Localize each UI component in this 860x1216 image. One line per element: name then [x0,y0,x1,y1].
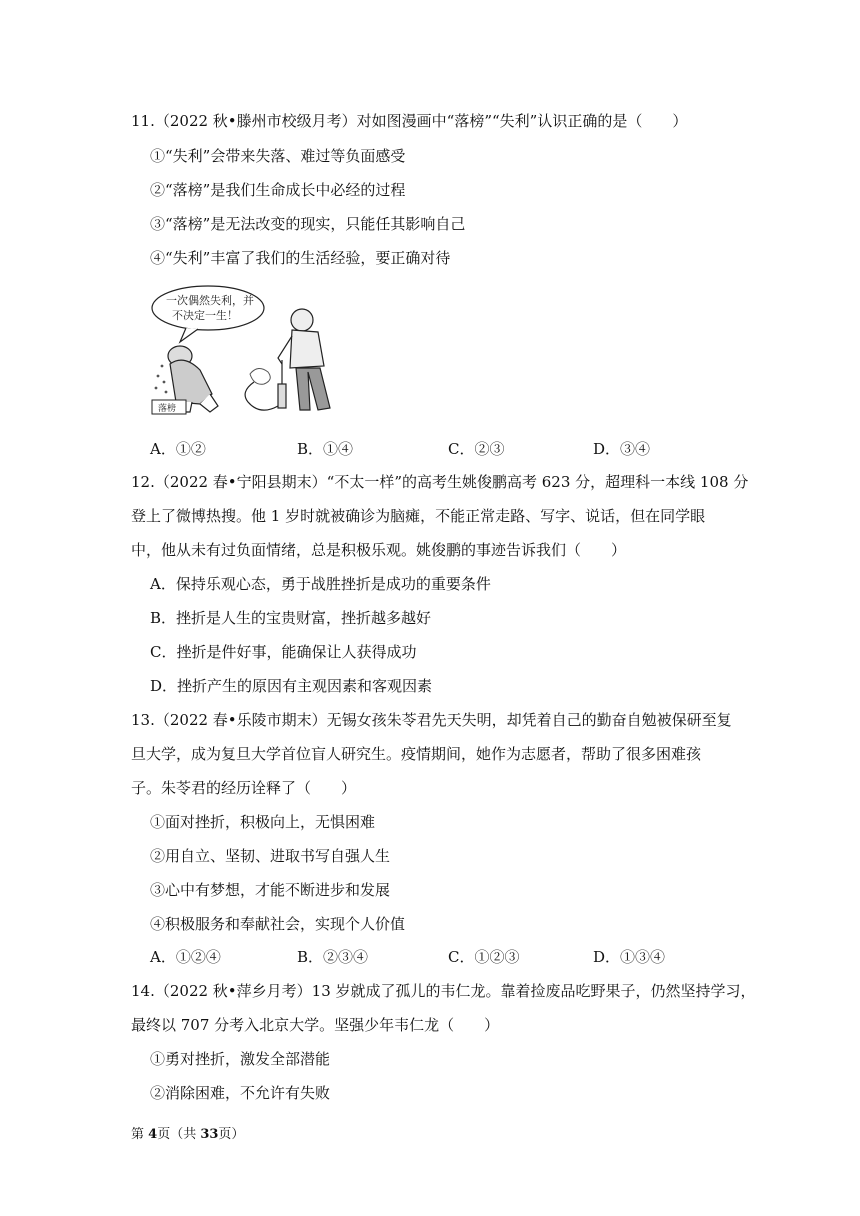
q12-stem-line-2: 登上了微博热搜。他 1 岁时就被确诊为脑瘫，不能正常走路、写字、说话，但在同学眼 [131,507,706,525]
footer-total-pages: 33 [200,1127,219,1142]
q11-stem: 11.（2022 秋•滕州市校级月考）对如图漫画中“落榜”“失利”认识正确的是（ ） [131,112,688,130]
q13-option-3: ③心中有梦想，才能不断进步和发展 [150,881,391,899]
page-footer [131,1126,244,1144]
q14-option-1: ①勇对挫折，激发全部潜能 [150,1050,331,1068]
q13-choices [150,947,750,967]
q12-choice-d[interactable]: D．挫折产生的原因有主观因素和客观因素 [150,677,433,695]
q13-option-1: ①面对挫折，积极向上，无惧困难 [150,813,376,831]
q11-choice-b[interactable]: B．①④ [297,440,354,458]
q11-choice-d[interactable]: D．③④ [593,440,651,458]
footer-prefix: 第 [131,1127,149,1142]
cartoon-speech-line-2: 不决定一生！ [172,309,238,322]
q13-stem-line-2: 旦大学，成为复旦大学首位盲人研究生。疫情期间，她作为志愿者，帮助了很多困难孩 [131,745,702,763]
q12-choice-b[interactable]: B．挫折是人生的宝贵财富，挫折越多越好 [150,609,432,627]
cartoon-sign-text: 落榜 [158,404,177,414]
q13-choice-d[interactable]: D．①③④ [593,948,666,966]
q13-stem-line-1: 13.（2022 春•乐陵市期末）无锡女孩朱苓君先天失明，却凭着自己的勤奋自勉被保研至复 [131,711,732,729]
q11-choices [150,439,750,459]
q13-choice-a[interactable]: A．①②④ [150,948,221,966]
q11-choice-a[interactable]: A．①② [150,440,206,458]
footer-suffix: 页） [218,1127,245,1142]
q12-choice-a[interactable]: A．保持乐观心态，勇于战胜挫折是成功的重要条件 [150,575,491,593]
q13-option-4: ④积极服务和奉献社会，实现个人价值 [150,915,406,933]
q11-option-2: ②“落榜”是我们生命成长中必经的过程 [150,181,406,199]
q13-stem-line-3: 子。朱苓君的经历诠释了（ ） [131,779,357,797]
q13-choice-b[interactable]: B．②③④ [297,948,369,966]
q11-option-3: ③“落榜”是无法改变的现实，只能任其影响自己 [150,215,466,233]
footer-page-number: 4 [148,1127,158,1142]
q12-stem-line-3: 中，他从未有过负面情绪，总是积极乐观。姚俊鹏的事迹告诉我们（ ） [131,541,627,559]
q11-cartoon-image [150,284,350,424]
q11-option-4: ④“失利”丰富了我们的生活经验，要正确对待 [150,249,451,267]
q14-stem-line-2: 最终以 707 分考入北京大学。坚强少年韦仁龙（ ） [131,1016,500,1034]
q12-choice-c[interactable]: C．挫折是件好事，能确保让人获得成功 [150,643,417,661]
q13-choice-c[interactable]: C．①②③ [448,948,520,966]
q14-option-2: ②消除困难，不允许有失败 [150,1084,331,1102]
q11-option-1: ①“失利”会带来失落、难过等负面感受 [150,147,406,165]
q12-stem-line-1: 12.（2022 春•宁阳县期末）“不太一样”的高考生姚俊鹏高考 623 分，超理科一本线 108 分 [131,473,749,491]
footer-mid: 页（共 [157,1127,201,1142]
q11-choice-c[interactable]: C．②③ [448,440,505,458]
cartoon-speech-line-1: 一次偶然失利，并 [166,294,254,307]
q14-stem-line-1: 14.（2022 秋•萍乡月考）13 岁就成了孤儿的韦仁龙。靠着捡废品吃野果子，仍然坚持学习， [131,982,756,1000]
q13-option-2: ②用自立、坚韧、进取书写自强人生 [150,847,391,865]
